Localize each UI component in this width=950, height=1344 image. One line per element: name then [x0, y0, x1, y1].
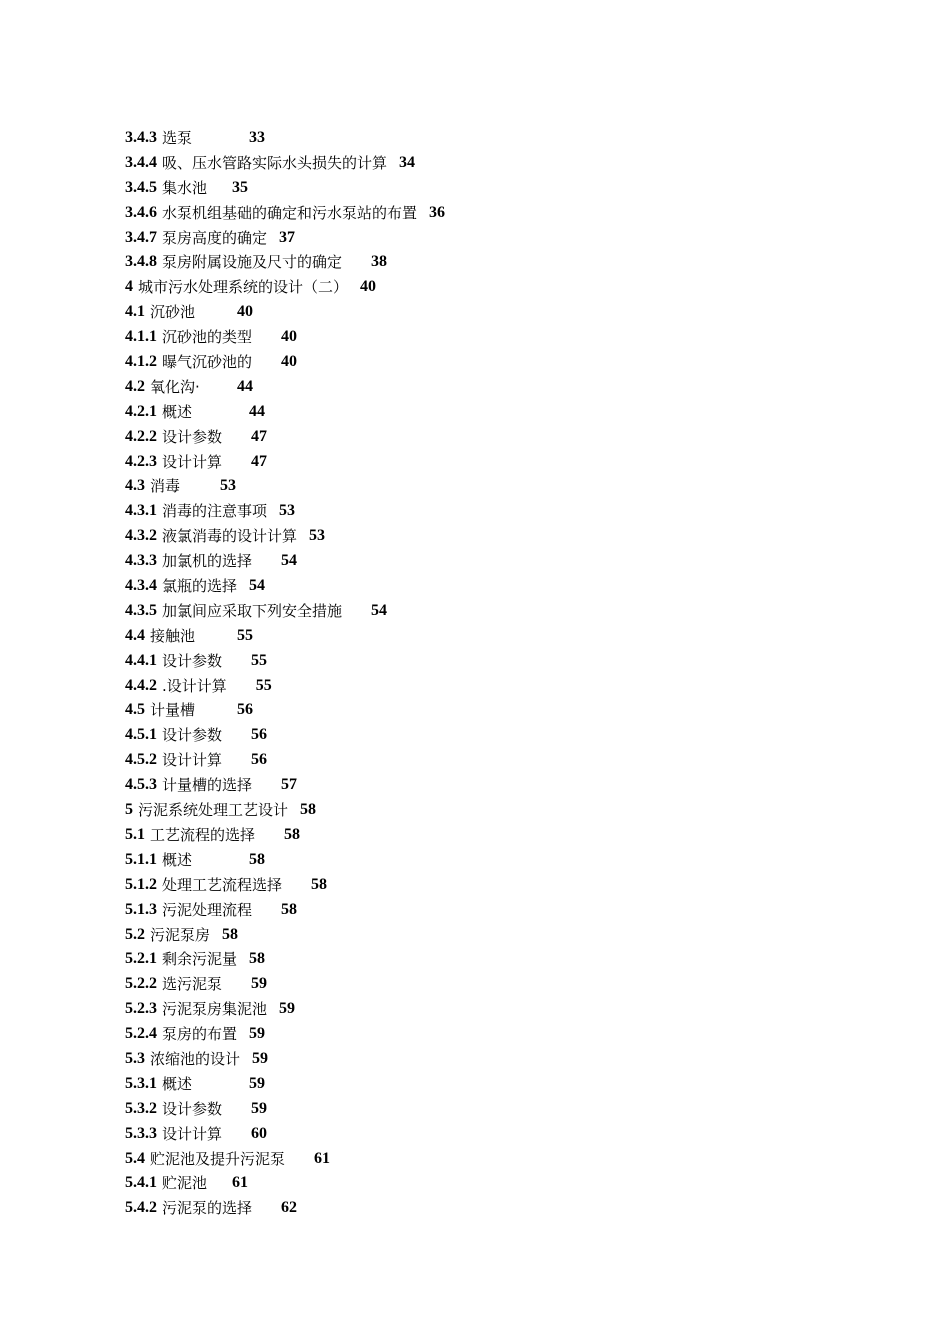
toc-title: 泵房附属设施及尺寸的确定 — [162, 253, 343, 272]
toc-entry[interactable] — [125, 1097, 445, 1122]
toc-title: 概述 — [162, 1074, 193, 1093]
toc-title: 贮泥池 — [162, 1174, 208, 1193]
toc-title: 泵房的布置 — [162, 1025, 238, 1044]
toc-page: 40 — [281, 353, 298, 371]
toc-title: 计量槽的选择 — [162, 776, 253, 795]
toc-number: 5.1.2 — [125, 875, 157, 893]
toc-entry[interactable] — [125, 823, 445, 848]
toc-number: 5.3 — [125, 1049, 145, 1067]
toc-entry[interactable] — [125, 425, 445, 450]
toc-number: 4.3 — [125, 477, 145, 495]
toc-title: 选泵 — [162, 129, 193, 147]
toc-entry[interactable] — [125, 375, 445, 400]
toc-title: 设计参数 — [162, 726, 223, 745]
toc-title: 加氯机的选择 — [162, 552, 253, 571]
toc-number: 5.1.3 — [125, 900, 157, 918]
toc-entry[interactable] — [125, 325, 445, 350]
toc-title: 沉砂池的类型 — [162, 328, 253, 347]
toc-number: 4.4.1 — [125, 651, 157, 669]
toc-page: 56 — [237, 701, 253, 719]
toc-number: 4.1.2 — [125, 353, 157, 371]
toc-number: 4.3.4 — [125, 577, 157, 595]
toc-page: 40 — [237, 303, 253, 321]
toc-entry[interactable] — [125, 898, 445, 923]
toc-page: 53 — [220, 477, 236, 495]
toc-page: 58 — [311, 875, 328, 893]
toc-title: 贮泥池及提升污泥泵 — [150, 1149, 286, 1168]
toc-number: 5.2.3 — [125, 1000, 157, 1018]
toc-title: 设计参数 — [162, 427, 223, 446]
toc-entry[interactable] — [125, 972, 445, 997]
toc-page: 59 — [249, 1025, 266, 1043]
toc-entry[interactable] — [125, 201, 445, 226]
toc-entry[interactable] — [125, 947, 445, 972]
toc-title: 处理工艺流程选择 — [162, 875, 283, 894]
toc-page: 44 — [249, 402, 265, 420]
toc-entry[interactable] — [125, 574, 445, 599]
toc-number: 4.4.2 — [125, 676, 157, 694]
toc-title: 污泥泵房 — [150, 925, 211, 944]
toc-page: 55 — [237, 626, 253, 644]
toc-page: 44 — [237, 377, 253, 395]
toc-entry[interactable] — [125, 848, 445, 873]
toc-entry[interactable] — [125, 250, 445, 275]
toc-number: 4.5.1 — [125, 726, 157, 744]
toc-title: .设计计算 — [162, 676, 227, 695]
table-of-contents — [125, 126, 445, 1221]
toc-number: 4.3.1 — [125, 502, 157, 520]
toc-number: 3.4.4 — [125, 153, 157, 171]
toc-entry[interactable] — [125, 798, 445, 823]
toc-page: 53 — [309, 527, 326, 545]
toc-entry[interactable] — [125, 997, 445, 1022]
toc-number: 5.3.3 — [125, 1124, 157, 1142]
toc-title: 消毒 — [150, 477, 181, 496]
toc-entry[interactable] — [125, 649, 445, 674]
toc-number: 3.4.6 — [125, 203, 157, 221]
toc-number: 4.2.3 — [125, 452, 157, 470]
toc-entry[interactable] — [125, 1047, 445, 1072]
toc-page: 58 — [249, 950, 266, 968]
toc-number: 5.4 — [125, 1149, 145, 1167]
toc-entry[interactable] — [125, 126, 445, 151]
toc-page: 61 — [314, 1149, 331, 1167]
toc-page: 47 — [251, 452, 268, 470]
toc-number: 5.2.4 — [125, 1025, 157, 1043]
toc-page: 61 — [232, 1174, 248, 1192]
toc-title: 污泥泵的选择 — [162, 1199, 253, 1218]
toc-page: 59 — [251, 975, 268, 993]
toc-number: 4.4 — [125, 626, 145, 644]
toc-number: 5.3.1 — [125, 1074, 157, 1092]
toc-entry[interactable] — [125, 698, 445, 723]
toc-entry[interactable] — [125, 748, 445, 773]
toc-entry[interactable] — [125, 549, 445, 574]
toc-entry[interactable] — [125, 226, 445, 251]
toc-page: 56 — [251, 751, 268, 769]
toc-page: 55 — [251, 651, 268, 669]
toc-number: 3.4.7 — [125, 228, 157, 246]
toc-title: 消毒的注意事项 — [162, 502, 268, 521]
toc-entry[interactable] — [125, 624, 445, 649]
toc-page: 36 — [429, 203, 446, 221]
toc-page: 58 — [281, 900, 298, 918]
toc-entry[interactable] — [125, 524, 445, 549]
toc-entry[interactable] — [125, 873, 445, 898]
toc-entry[interactable] — [125, 275, 445, 300]
toc-page: 34 — [399, 153, 416, 171]
toc-number: 4.2 — [125, 377, 145, 395]
toc-page: 58 — [284, 825, 301, 843]
toc-page: 53 — [279, 502, 296, 520]
toc-number: 5.4.2 — [125, 1199, 157, 1217]
toc-number: 3.4.8 — [125, 253, 157, 271]
toc-entry[interactable] — [125, 723, 445, 748]
toc-entry[interactable] — [125, 499, 445, 524]
toc-number: 5 — [125, 801, 133, 819]
toc-entry[interactable] — [125, 1147, 445, 1172]
toc-page: 40 — [360, 278, 377, 296]
toc-page: 60 — [251, 1124, 268, 1142]
toc-title: 选污泥泵 — [162, 975, 223, 994]
toc-number: 4 — [125, 278, 133, 296]
toc-title: 城市污水处理系统的设计（二） — [138, 278, 349, 297]
toc-number: 4.2.1 — [125, 402, 157, 420]
toc-page: 58 — [300, 801, 317, 819]
toc-title: 设计计算 — [162, 1124, 223, 1143]
toc-page: 54 — [371, 601, 388, 619]
toc-title: 概述 — [162, 850, 193, 869]
toc-number: 4.1.1 — [125, 328, 157, 346]
toc-entry[interactable] — [125, 1171, 445, 1196]
toc-number: 4.3.5 — [125, 601, 157, 619]
toc-page: 58 — [222, 925, 239, 943]
toc-page: 37 — [279, 228, 296, 246]
toc-page: 33 — [249, 129, 265, 146]
toc-entry[interactable] — [125, 400, 445, 425]
toc-entry[interactable] — [125, 1022, 445, 1047]
toc-page: 35 — [232, 178, 248, 196]
toc-page: 55 — [255, 676, 272, 694]
toc-number: 5.3.2 — [125, 1099, 157, 1117]
toc-number: 5.4.1 — [125, 1174, 157, 1192]
toc-title: 氧化沟· — [150, 377, 200, 396]
toc-title: 污泥处理流程 — [162, 900, 253, 919]
toc-title: 液氯消毒的设计计算 — [162, 527, 298, 546]
toc-title: 工艺流程的选择 — [150, 825, 256, 844]
toc-title: 剩余污泥量 — [162, 950, 238, 969]
toc-entry[interactable] — [125, 300, 445, 325]
toc-title: 设计参数 — [162, 1099, 223, 1118]
toc-page: 54 — [281, 552, 298, 570]
toc-page: 57 — [281, 776, 298, 794]
toc-title: 加氯间应采取下列安全措施 — [162, 601, 343, 620]
toc-page: 47 — [251, 427, 268, 445]
toc-page: 62 — [281, 1199, 298, 1217]
toc-number: 5.1 — [125, 825, 145, 843]
toc-page: 59 — [251, 1099, 268, 1117]
toc-number: 4.2.2 — [125, 427, 157, 445]
toc-page: 54 — [249, 577, 266, 595]
toc-number: 5.1.1 — [125, 850, 157, 868]
toc-page: 58 — [249, 850, 265, 868]
toc-page: 40 — [281, 328, 298, 346]
toc-number: 4.1 — [125, 303, 145, 321]
toc-number: 4.5.3 — [125, 776, 157, 794]
toc-number: 4.3.2 — [125, 527, 157, 545]
toc-title: 曝气沉砂池的 — [162, 353, 253, 372]
toc-title: 设计计算 — [162, 452, 223, 471]
toc-number: 3.4.5 — [125, 178, 157, 196]
toc-title: 吸、压水管路实际水头损失的计算 — [162, 153, 388, 172]
toc-entry[interactable] — [125, 1196, 445, 1221]
toc-entry[interactable] — [125, 450, 445, 475]
toc-title: 沉砂池 — [150, 303, 196, 322]
toc-number: 4.5 — [125, 701, 145, 719]
toc-title: 污泥泵房集泥池 — [162, 1000, 268, 1019]
toc-title: 污泥系统处理工艺设计 — [138, 801, 289, 820]
toc-title: 计量槽 — [150, 701, 196, 720]
toc-number: 3.4.3 — [125, 129, 157, 146]
toc-page: 56 — [251, 726, 268, 744]
toc-entry[interactable] — [125, 674, 445, 699]
toc-entry[interactable] — [125, 1072, 445, 1097]
toc-number: 4.3.3 — [125, 552, 157, 570]
toc-title: 浓缩池的设计 — [150, 1049, 241, 1068]
toc-title: 水泵机组基础的确定和污水泵站的布置 — [162, 203, 418, 222]
toc-entry[interactable] — [125, 176, 445, 201]
toc-title: 设计参数 — [162, 651, 223, 670]
toc-entry[interactable] — [125, 773, 445, 798]
toc-title: 设计计算 — [162, 751, 223, 770]
toc-entry[interactable] — [125, 599, 445, 624]
toc-number: 5.2.1 — [125, 950, 157, 968]
toc-entry[interactable] — [125, 1122, 445, 1147]
toc-entry[interactable] — [125, 923, 445, 948]
toc-title: 泵房高度的确定 — [162, 228, 268, 247]
toc-title: 接触池 — [150, 626, 196, 645]
toc-entry[interactable] — [125, 350, 445, 375]
toc-number: 5.2 — [125, 925, 145, 943]
toc-title: 集水池 — [162, 178, 208, 197]
toc-title: 氯瓶的选择 — [162, 577, 238, 596]
toc-entry[interactable] — [125, 151, 445, 176]
toc-number: 5.2.2 — [125, 975, 157, 993]
toc-page: 59 — [279, 1000, 296, 1018]
toc-page: 59 — [249, 1074, 265, 1092]
toc-entry[interactable] — [125, 474, 445, 499]
toc-title: 概述 — [162, 402, 193, 421]
toc-number: 4.5.2 — [125, 751, 157, 769]
toc-page: 38 — [371, 253, 388, 271]
toc-page: 59 — [252, 1049, 269, 1067]
